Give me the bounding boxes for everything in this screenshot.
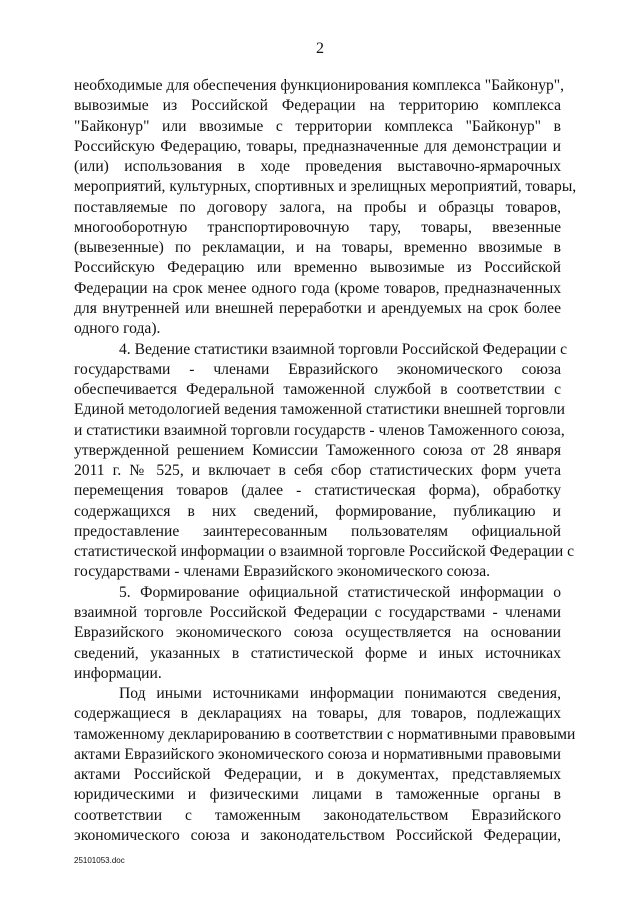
paragraph-6-start: Под иными источниками информации понимаются сведения, xyxy=(119,685,561,703)
text-line: взаимной торговле Российской Федерации с государствами - членами xyxy=(74,604,561,622)
text-line: Российскую Федерацию, товары, предназначенные для демонстрации и xyxy=(74,137,561,155)
text-line: 2011 г. № 525, и включает в себя сбор статистических форм учета xyxy=(74,462,561,480)
text-line: "Байконур" или ввозимые с территории комплекса "Байконур" в xyxy=(74,117,561,135)
page-number: 2 xyxy=(316,40,324,57)
text-line: информации. xyxy=(74,664,162,682)
text-line: актами Российской Федерации, и в документах, представляемых xyxy=(74,766,561,784)
text-line: Единой методологией ведения таможенной статистики внешней торговли xyxy=(74,401,565,419)
text-line: содержащиеся в декларациях на товары, для товаров, подлежащих xyxy=(74,705,561,723)
paragraph-4-start: 4. Ведение статистики взаимной торговли Российской Федерации с xyxy=(119,340,568,358)
text-line: вывозимые из Российской Федерации на территорию комплекса xyxy=(74,97,561,115)
text-line: государствами - членами Евразийского экономического союза xyxy=(74,360,561,378)
text-line: Евразийского экономического союза осуществляется на основании xyxy=(74,624,561,642)
paragraph-5-start: 5. Формирование официальной статистической информации о xyxy=(119,583,561,601)
text-line: экономического союза и законодательством Российской Федерации, xyxy=(74,827,561,844)
text-line: Федерации на срок менее одного года (кроме товаров, предназначенных xyxy=(74,279,561,297)
text-line: необходимые для обеспечения функционирования комплекса "Байконур", xyxy=(74,77,565,94)
text-line: перемещения товаров (далее - статистическая форма), обработку xyxy=(74,482,561,500)
text-line: поставляемые по договору залога, на пробы и образцы товаров, xyxy=(74,198,561,216)
text-line: актами Евразийского экономического союза и нормативными правовыми xyxy=(74,745,561,763)
text-line: статистической информации о взаимной торговле Российской Федерации с xyxy=(74,543,575,561)
text-line: предоставление заинтересованным пользователям официальной xyxy=(74,522,561,540)
text-line: обеспечивается Федеральной таможенной службой в соответствии с xyxy=(74,381,561,399)
text-line: (или) использования в ходе проведения выставочно-ярмарочных xyxy=(74,158,561,176)
text-line: мероприятий, культурных, спортивных и зрелищных мероприятий, товары, xyxy=(74,178,577,196)
text-line: государствами - членами Евразийского экономического союза. xyxy=(74,563,491,581)
file-name-footer: 25101053.doc xyxy=(74,856,125,865)
text-line: и статистики взаимной торговли государств - членов Таможенного союза, xyxy=(74,421,565,439)
text-line: соответствии с таможенным законодательством Евразийского xyxy=(74,806,561,824)
text-line: многооборотную транспортировочную тару, товары, ввезенные xyxy=(74,218,561,236)
text-line: утвержденной решением Комиссии Таможенного союза от 28 января xyxy=(74,441,561,459)
text-line: сведений, указанных в статистической форме и иных источниках xyxy=(74,644,561,662)
text-line: юридическими и физическими лицами в таможенные органы в xyxy=(74,786,561,804)
text-line: содержащихся в них сведений, формирование, публикацию и xyxy=(74,502,561,520)
text-line: одного года). xyxy=(74,320,161,338)
text-line: (вывезенные) по рекламации, и на товары, временно ввозимые в xyxy=(74,239,561,257)
text-line: для внутренней или внешней переработки и арендуемых на срок более xyxy=(74,299,561,317)
text-line: Российскую Федерацию или временно вывозимые из Российской xyxy=(74,259,561,277)
text-line: таможенному декларированию в соответствии с нормативными правовыми xyxy=(74,725,576,743)
